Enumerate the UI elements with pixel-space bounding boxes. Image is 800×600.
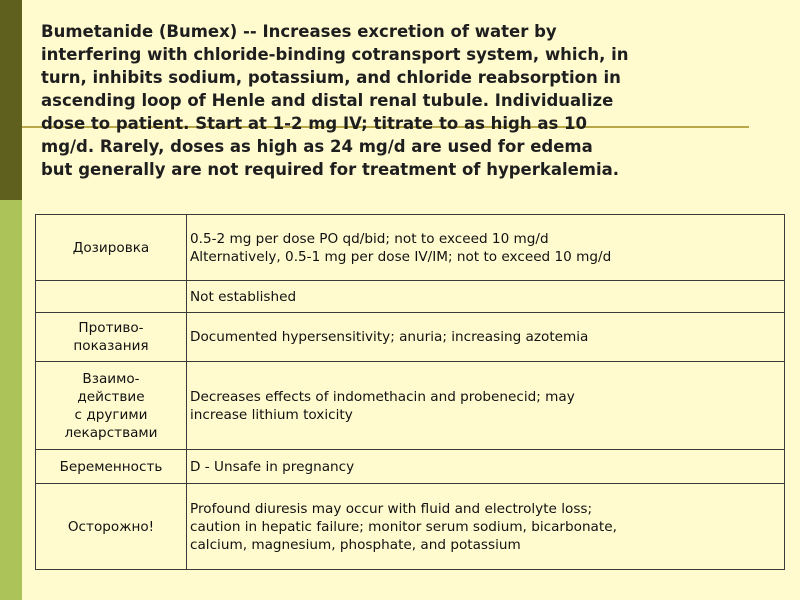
table-row-precautions [36, 484, 785, 570]
intro-line: mg/d. Rarely, doses as high as 24 mg/d are used for edema [41, 137, 593, 156]
row-value-line: caution in hepatic failure; monitor serum sodium, bicarbonate, [190, 518, 617, 535]
row-label-line: показания [73, 338, 149, 354]
row-value-line: Not established [190, 288, 297, 305]
row-value-line: Documented hypersensitivity; anuria; increasing azotemia [190, 329, 589, 345]
row-label-line: Дозировка [72, 239, 150, 256]
row-label-line: действие [77, 388, 145, 405]
row-value-line: Decreases effects of indomethacin and probenecid; may [190, 388, 575, 405]
intro-line: interfering with chloride-binding cotransport system, which, in [41, 45, 629, 64]
intro-line: Bumetanide (Bumex) -- Increases excretion of water by [41, 22, 557, 41]
intro-line: ascending loop of Henle and distal renal tubule. Individualize [41, 91, 614, 110]
row-label [36, 484, 187, 570]
row-value-line: D - Unsafe in pregnancy [190, 458, 355, 475]
row-value [187, 215, 785, 281]
row-label-line: Противо- [78, 320, 144, 336]
table-row-dosage [36, 215, 785, 281]
table-row-pregnancy [36, 450, 785, 484]
row-label [36, 450, 187, 484]
intro-line: dose to patient. Start at 1-2 mg IV; titrate to as high as 10 [41, 114, 588, 133]
row-value-line: 0.5-2 mg per dose PO qd/bid; not to exceed 10 mg/d [190, 230, 549, 247]
row-label-line: Взаимо- [82, 370, 140, 387]
left-accent-bar-dark [0, 0, 22, 200]
row-value [187, 313, 785, 362]
row-label [36, 281, 187, 313]
row-value [187, 484, 785, 570]
table-row-interactions [36, 362, 785, 450]
intro-line: but generally are not required for treatment of hyperkalemia. [41, 160, 620, 179]
row-value [187, 281, 785, 313]
row-label [36, 215, 187, 281]
table-row-pediatric [36, 281, 785, 313]
row-value [187, 450, 785, 484]
table-row-contraindications [36, 313, 785, 362]
row-value [187, 362, 785, 450]
row-value-line: calcium, magnesium, phosphate, and potassium [190, 536, 521, 553]
row-label-line: Беременность [59, 458, 163, 475]
intro-paragraph [41, 20, 781, 181]
row-label [36, 362, 187, 450]
drug-info-table [35, 214, 785, 570]
row-value-line: increase lithium toxicity [190, 406, 353, 423]
intro-line: turn, inhibits sodium, potassium, and chloride reabsorption in [41, 68, 621, 87]
row-value-line: Profound diuresis may occur with fluid and electrolyte loss; [190, 500, 593, 517]
left-accent-bar-light [0, 200, 22, 600]
row-label-line: лекарствами [64, 424, 158, 441]
row-label-line: Осторожно! [67, 518, 155, 535]
row-value-line: Alternatively, 0.5-1 mg per dose IV/IM; not to exceed 10 mg/d [190, 248, 612, 265]
row-label-line: с другими [74, 406, 148, 423]
row-label [36, 313, 187, 362]
